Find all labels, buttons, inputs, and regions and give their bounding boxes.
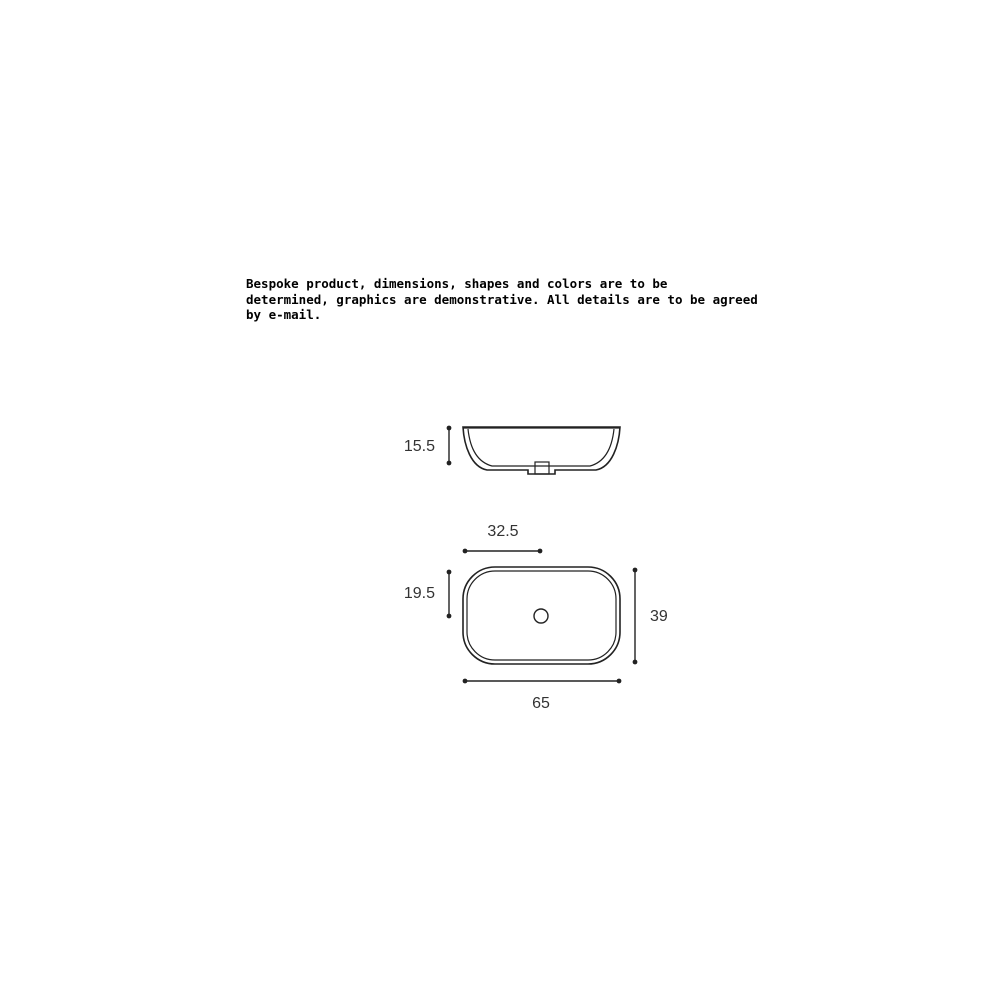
width-label: 65 <box>532 695 550 712</box>
notice-line-1: Bespoke product, dimensions, shapes and colors are to be <box>246 276 668 291</box>
dim-end-dot <box>447 614 452 619</box>
side-height-label: 15.5 <box>403 438 435 455</box>
depth-label: 39 <box>650 608 668 625</box>
dim-depth <box>633 568 668 665</box>
dim-half-depth <box>404 570 452 619</box>
basin-side-outer <box>463 427 620 474</box>
basin-side-inner <box>468 429 614 466</box>
basin-side-view <box>463 427 620 474</box>
dim-end-dot <box>447 426 452 431</box>
drain-hole <box>534 609 548 623</box>
dim-end-dot <box>633 660 638 665</box>
dim-end-dot <box>447 570 452 575</box>
dim-end-dot <box>633 568 638 573</box>
dim-width <box>463 679 622 712</box>
half-depth-label: 19.5 <box>403 585 435 602</box>
half-width-label: 32.5 <box>487 523 519 540</box>
dim-end-dot <box>538 549 543 554</box>
dim-side-height <box>404 426 452 466</box>
dim-end-dot <box>463 549 468 554</box>
drain-stub <box>535 462 549 474</box>
basin-top-inner <box>467 571 616 660</box>
dim-half-width <box>463 523 543 553</box>
notice-line-2: determined, graphics are demonstrative. All details are to be agreed <box>246 291 758 307</box>
dim-end-dot <box>617 679 622 684</box>
basin-top-view <box>463 567 620 664</box>
dim-end-dot <box>463 679 468 684</box>
basin-top-outer <box>463 567 620 664</box>
notice-line-3: by e-mail. <box>246 307 322 322</box>
dim-end-dot <box>447 461 452 466</box>
